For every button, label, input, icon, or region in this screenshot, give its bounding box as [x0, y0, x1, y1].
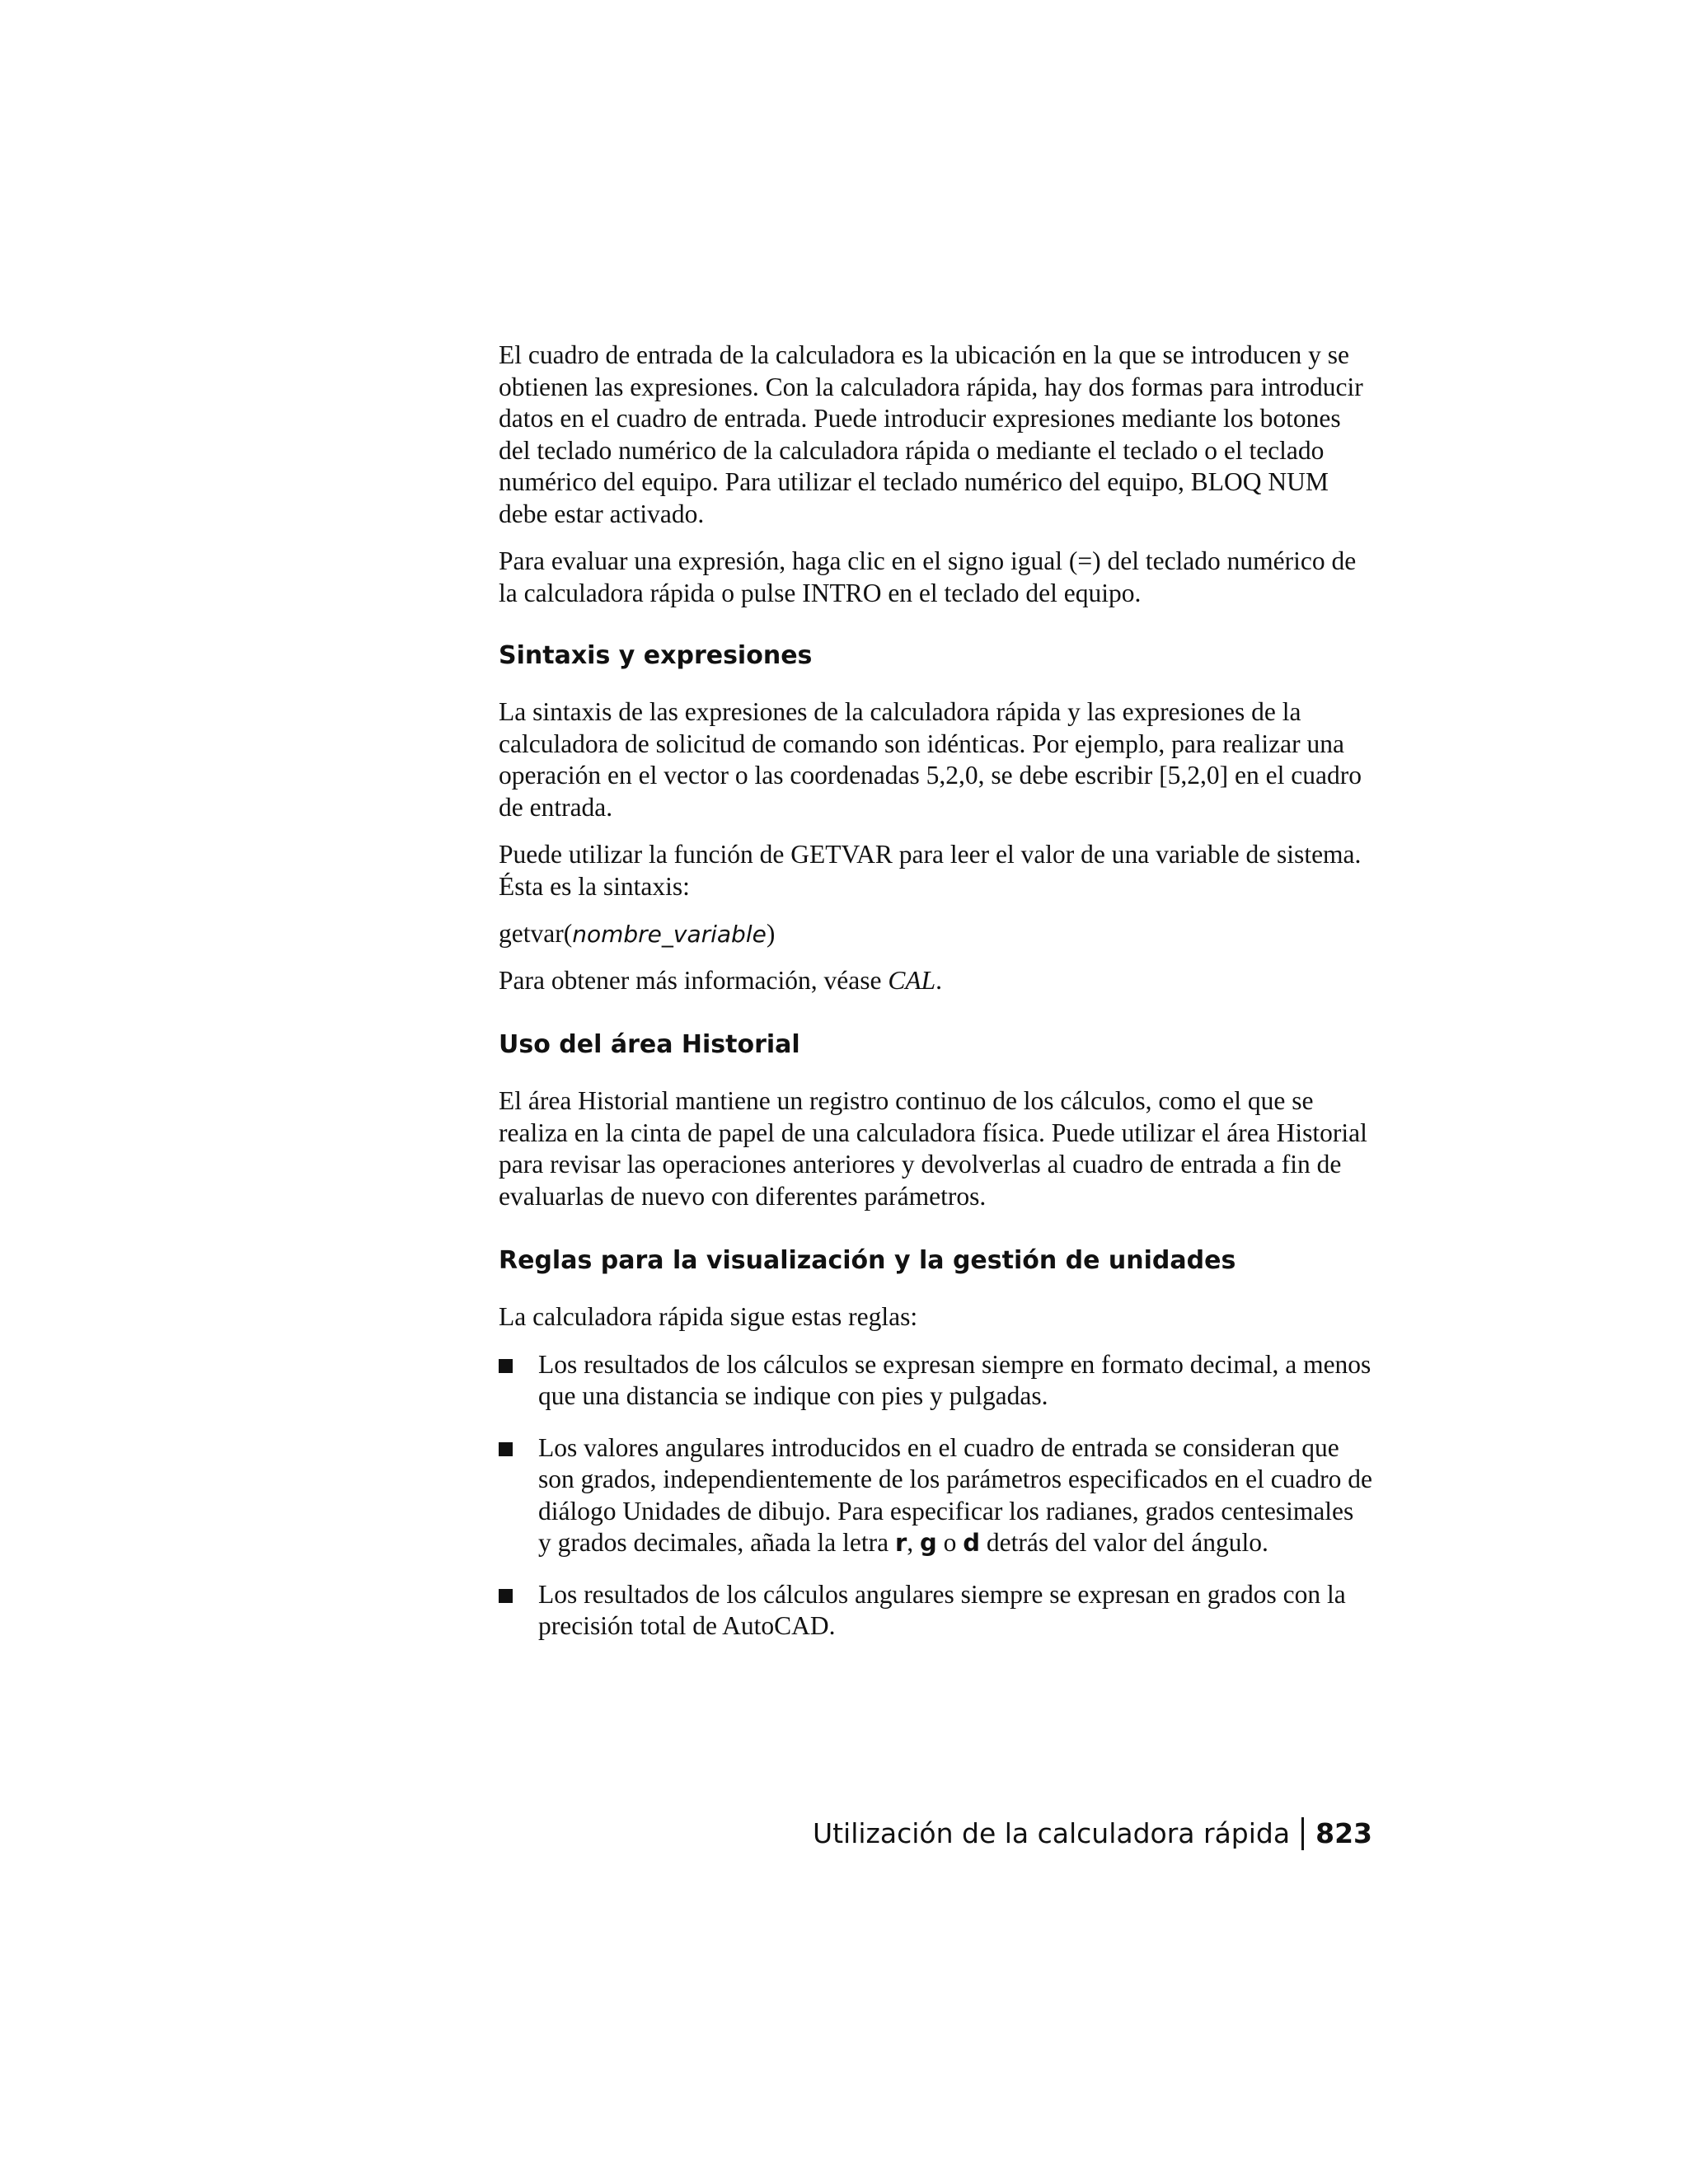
square-bullet-icon	[499, 1359, 513, 1373]
rule-2-part-1: Los valores angulares introducidos en el cuadro de entrada se consideran que son grados, independientemente de los parámetros especificados en el cuadro de diálogo Unidades de dibujo. Para especificar los radianes, grados centesimales y grados decimales, añada la letra	[538, 1432, 1372, 1557]
letter-d: d	[963, 1529, 981, 1557]
heading-history: Uso del área Historial	[499, 1030, 800, 1059]
square-bullet-icon	[499, 1442, 513, 1456]
cal-reference-link[interactable]: CAL	[888, 965, 936, 995]
getvar-argument: nombre_variable	[572, 921, 767, 948]
rule-1-text: Los resultados de los cálculos se expresan siempre en formato decimal, a menos que una distancia se indique con pies y pulgadas.	[538, 1349, 1372, 1410]
rule-2-part-2: detrás del valor del ángulo.	[980, 1528, 1268, 1557]
footer-title: Utilización de la calculadora rápida	[812, 1817, 1291, 1849]
rules-list	[499, 1349, 1372, 1643]
rule-3-text: Los resultados de los cálculos angulares siempre se expresan en grados con la precisión total de AutoCAD.	[538, 1579, 1346, 1640]
page-number: 823	[1315, 1817, 1372, 1849]
list-item	[499, 1349, 1372, 1413]
letter-g: g	[920, 1529, 937, 1557]
rules-intro: La calculadora rápida sigue estas reglas:	[499, 1302, 918, 1331]
footer-divider	[1301, 1817, 1304, 1850]
list-item	[499, 1432, 1372, 1559]
square-bullet-icon	[499, 1589, 513, 1603]
heading-syntax: Sintaxis y expresiones	[499, 641, 813, 670]
history-paragraph: El área Historial mantiene un registro continuo de los cálculos, como el que se realiza en la cinta de papel de una calculadora física. Puede utilizar el área Historial para revisar las operaciones anteriores y devolverlas al cuadro de entrada a fin de evaluarlas de nuevo con diferentes parámetros.	[499, 1086, 1367, 1211]
rule-2-separator-1: ,	[907, 1528, 920, 1557]
list-item	[499, 1579, 1372, 1643]
rule-2-separator-2: o	[936, 1528, 964, 1557]
intro-paragraph-1: El cuadro de entrada de la calculadora es la ubicación en la que se introducen y se obtienen las expresiones. Con la calculadora rápida, hay dos formas para introducir datos en el cuadro de entrada. Puede introducir expresiones mediante los botones del teclado numérico de la calculadora rápida o mediante el teclado o el teclado numérico del equipo. Para utilizar el teclado numérico del equipo, BLOQ NUM debe estar activado.	[499, 340, 1363, 528]
syntax-paragraph-2: Puede utilizar la función de GETVAR para leer el valor de una variable de sistema. Ésta es la sintaxis:	[499, 840, 1362, 901]
getvar-syntax-line	[499, 918, 1372, 951]
more-info-line	[499, 965, 1372, 997]
page-footer	[813, 1817, 1372, 1850]
syntax-paragraph-1: La sintaxis de las expresiones de la calculadora rápida y las expresiones de la calculadora de solicitud de comando son idénticas. Por ejemplo, para realizar una operación en el vector o las coordenadas 5,2,0, se debe escribir [5,2,0] en el cuadro de entrada.	[499, 697, 1362, 822]
getvar-suffix: )	[766, 919, 776, 948]
rule-2-text	[538, 1433, 1372, 1558]
page-content	[499, 340, 1372, 1662]
letter-r: r	[894, 1529, 907, 1557]
heading-rules: Reglas para la visualización y la gestión de unidades	[499, 1246, 1236, 1275]
intro-paragraph-2: Para evaluar una expresión, haga clic en el signo igual (=) del teclado numérico de la calculadora rápida o pulse INTRO en el teclado del equipo.	[499, 546, 1357, 607]
more-info-prefix: Para obtener más información, véase	[499, 965, 889, 995]
more-info-suffix: .	[935, 965, 942, 995]
getvar-prefix: getvar(	[499, 919, 573, 948]
